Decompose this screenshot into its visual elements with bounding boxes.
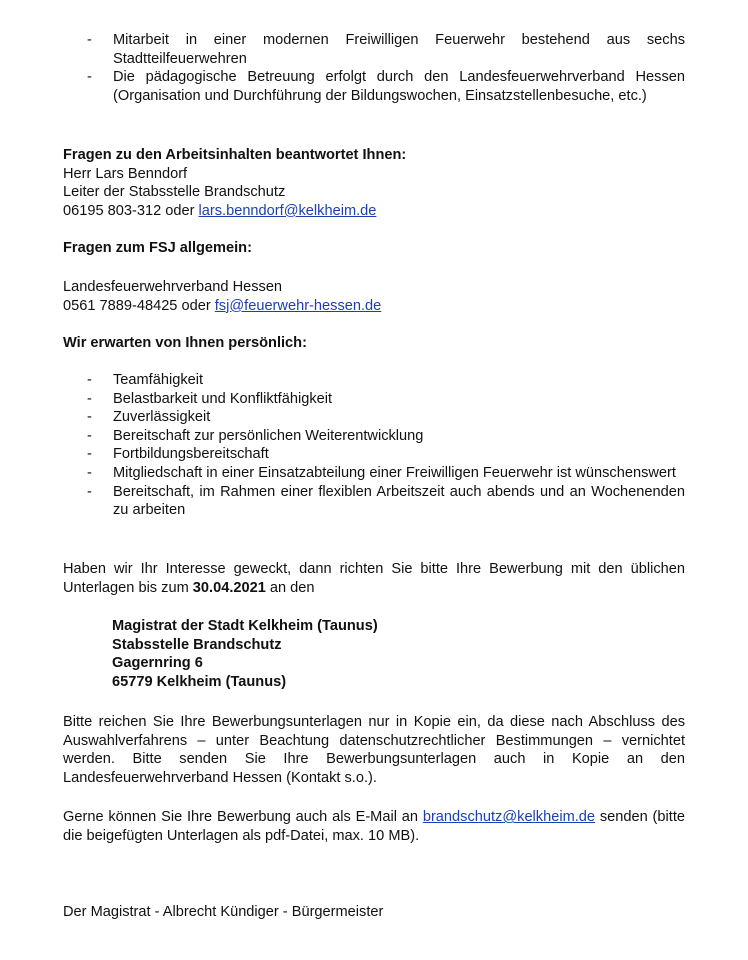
application-text: Haben wir Ihr Interesse geweckt, dann richten Sie bitte Ihre Bewerbung mit den üblichen Unterlagen bis zum — [63, 561, 685, 596]
contact-work-line — [63, 202, 685, 221]
list-item — [63, 31, 685, 68]
list-item-text: Mitgliedschaft in einer Einsatzabteilung einer Freiwilligen Feuerwehr ist wünschenswert — [113, 464, 676, 481]
list-item — [63, 445, 685, 464]
dash-bullet: - — [87, 372, 92, 388]
application-email-link[interactable]: brandschutz@kelkheim.de — [422, 809, 596, 825]
list-item — [63, 427, 685, 446]
contact-work-phone: 06195 803-312 oder — [63, 202, 199, 219]
application-paragraph — [63, 560, 685, 597]
email-note-text: Gerne können Sie Ihre Bewerbung auch als E-Mail an — [63, 809, 423, 825]
email-note-text-end: senden (bitte die beigefügten Unterlagen als pdf-Datei, max. 10 MB). — [63, 809, 686, 844]
contact-work-name: Herr Lars Benndorf — [63, 165, 188, 182]
dash-bullet: - — [87, 446, 92, 463]
expectations-list — [63, 371, 685, 520]
intro-list — [63, 31, 685, 105]
list-item — [63, 408, 685, 427]
dash-bullet: - — [87, 464, 92, 481]
dash-bullet: - — [87, 69, 92, 86]
dash-bullet: - — [87, 32, 92, 48]
address-line: Stabsstelle Brandschutz — [112, 636, 282, 653]
dash-bullet: - — [87, 409, 92, 426]
contact-fsj-phone: 0561 7889-48425 oder — [63, 297, 215, 314]
dash-bullet: - — [87, 427, 92, 444]
copy-note-paragraph: Bitte reichen Sie Ihre Bewerbungsunterlagen nur in Kopie ein, da diese nach Abschluss des Auswahlverfahrens – unter Beachtung datenschutzrechtlicher Bestimmungen – vernichtet werden. Bitte senden Sie Ihre Bewerbungsunterlagen auch in Kopie an den Landesfeuerwehrverband Hessen (Kontakt s.o.). — [63, 714, 685, 786]
list-item-text: Teamfähigkeit — [113, 372, 204, 388]
list-item — [63, 483, 685, 520]
application-text-end: an den — [265, 579, 315, 596]
list-item — [63, 371, 685, 390]
contact-fsj-heading — [63, 239, 685, 258]
list-item-text: Die pädagogische Betreuung erfolgt durch den Landesfeuerwehrverband Hessen (Organisation und Durchführung der Bildungswochen, Einsatzstellenbesuche, etc.) — [113, 69, 685, 104]
application-deadline: 30.04.2021 — [192, 579, 266, 596]
list-item — [63, 390, 685, 409]
contact-work-email-link[interactable]: lars.benndorf@kelkheim.de — [198, 202, 377, 219]
list-item — [63, 464, 685, 483]
list-item-text: Zuverlässigkeit — [113, 409, 211, 426]
dash-bullet: - — [87, 390, 92, 407]
address-line: Magistrat der Stadt Kelkheim (Taunus) — [112, 618, 378, 634]
address-line: 65779 Kelkheim (Taunus) — [112, 673, 287, 690]
expectations-heading: Wir erwarten von Ihnen persönlich: — [63, 335, 307, 351]
contact-fsj-line — [63, 297, 685, 316]
contact-fsj-section — [63, 278, 685, 315]
email-note-paragraph — [63, 808, 685, 845]
list-item — [63, 68, 685, 105]
signature-line: Der Magistrat - Albrecht Kündiger - Bürgermeister — [63, 904, 384, 920]
list-item-text: Belastbarkeit und Konfliktfähigkeit — [113, 390, 333, 407]
recipient-address — [112, 617, 672, 691]
list-item-text: Bereitschaft zur persönlichen Weiterentwicklung — [113, 427, 424, 444]
list-item-text: Bereitschaft, im Rahmen einer flexiblen Arbeitszeit auch abends und an Wochenenden zu arbeiten — [113, 483, 685, 519]
contact-work-section — [63, 146, 685, 220]
dash-bullet: - — [87, 483, 92, 500]
contact-fsj-org: Landesfeuerwehrverband Hessen — [63, 279, 283, 295]
contact-work-heading: Fragen zu den Arbeitsinhalten beantwortet Ihnen: — [63, 147, 407, 163]
list-item-text: Fortbildungsbereitschaft — [113, 446, 269, 463]
contact-work-role: Leiter der Stabsstelle Brandschutz — [63, 184, 286, 201]
contact-fsj-email-link[interactable]: fsj@feuerwehr-hessen.de — [214, 297, 382, 314]
address-line: Gagernring 6 — [112, 655, 203, 672]
contact-fsj-heading-text: Fragen zum FSJ allgemein: — [63, 240, 252, 256]
list-item-text: Mitarbeit in einer modernen Freiwilligen Feuerwehr bestehend aus sechs Stadtteilfeuerwehren — [113, 32, 685, 67]
